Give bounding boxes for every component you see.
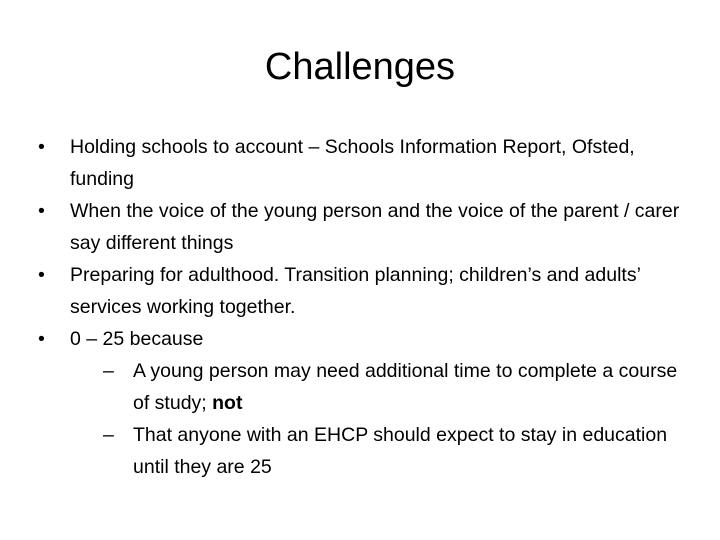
dash-icon: – bbox=[103, 360, 114, 382]
bullet-item bbox=[36, 131, 696, 195]
sub-bullet-item bbox=[66, 419, 696, 483]
bullet-item bbox=[36, 259, 696, 323]
slide-title: Challenges bbox=[264, 46, 456, 88]
sub-bullet-text: A young person may need additional time to complete a course of study; bbox=[133, 360, 678, 414]
bullet-text: 0 – 25 because bbox=[70, 328, 204, 350]
bullet-dot-icon: • bbox=[38, 200, 45, 222]
bullet-list bbox=[36, 131, 696, 355]
dash-icon: – bbox=[103, 424, 114, 446]
bullet-item bbox=[36, 323, 696, 355]
sub-bullet-emphasis: not bbox=[212, 392, 243, 414]
sub-bullet-item bbox=[66, 355, 696, 419]
bullet-dot-icon: • bbox=[38, 136, 45, 158]
bullet-item bbox=[36, 195, 696, 259]
bullet-text: Holding schools to account – Schools Information Report, Ofsted, funding bbox=[70, 136, 635, 190]
bullet-text: When the voice of the young person and the voice of the parent / carer say different things bbox=[70, 200, 680, 254]
bullet-dot-icon: • bbox=[38, 328, 45, 350]
sub-bullet-list bbox=[36, 355, 696, 483]
bullet-text: Preparing for adulthood. Transition planning; children’s and adults’ services working together. bbox=[70, 264, 641, 318]
sub-bullet-text: That anyone with an EHCP should expect to stay in education until they are 25 bbox=[133, 424, 668, 478]
bullet-dot-icon: • bbox=[38, 264, 45, 286]
